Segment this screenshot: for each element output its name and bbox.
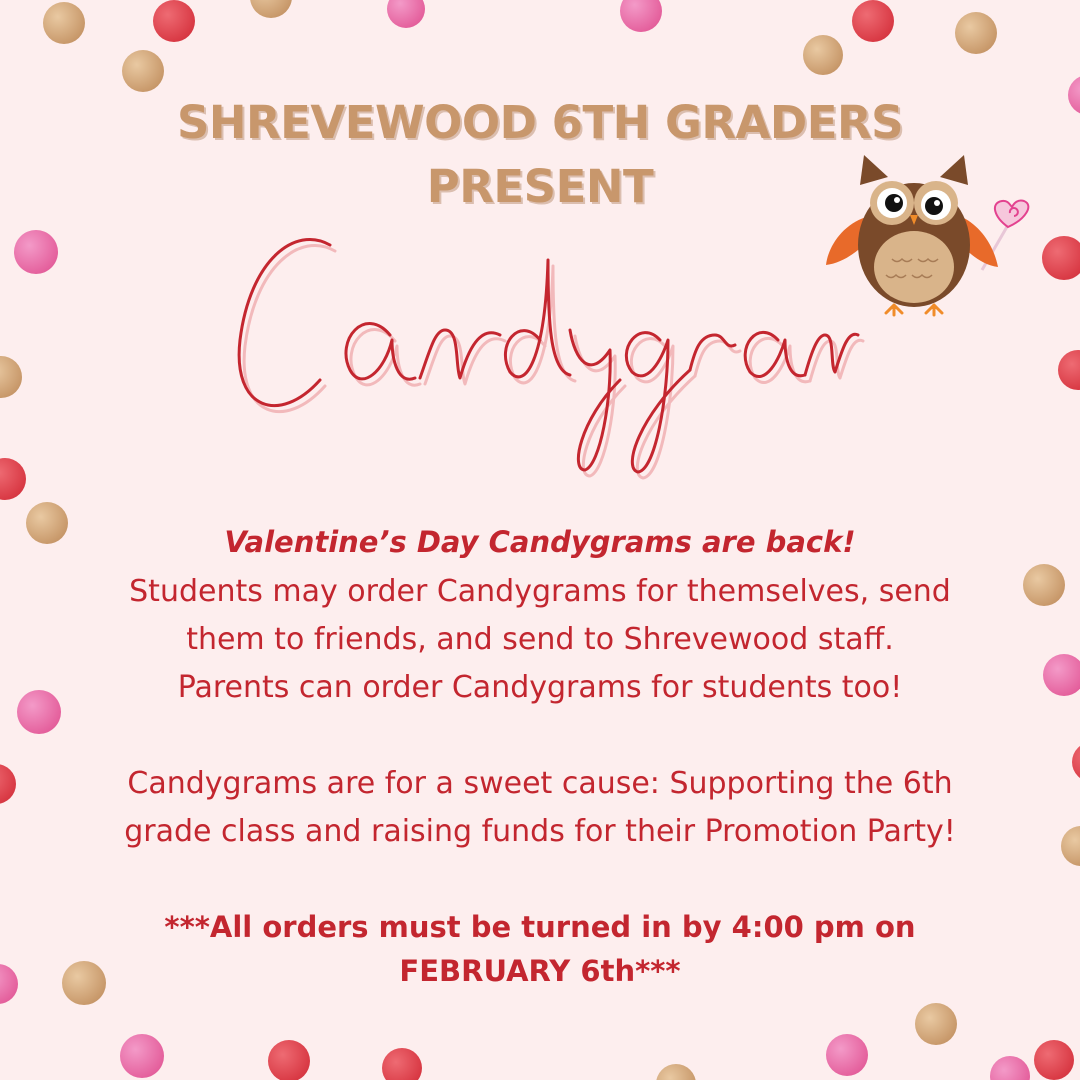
confetti-dot [955,12,997,54]
confetti-dot [1043,654,1080,696]
paragraph-1-line: Parents can order Candygrams for students too! [177,670,903,705]
deadline-notice [40,905,1040,993]
confetti-dot [915,1003,957,1045]
deadline-line: ***All orders must be turned in by 4:00 pm on [164,910,916,944]
confetti-dot [826,1034,868,1076]
paragraph-1 [40,568,1040,712]
confetti-dot [1072,742,1080,782]
confetti-dot [382,1048,422,1080]
header-line-2: PRESENT [426,160,654,213]
confetti-dot [0,764,16,804]
confetti-dot [387,0,425,28]
deadline-line: FEBRUARY 6th*** [399,954,681,988]
confetti-dot [852,0,894,42]
paragraph-2 [40,760,1040,856]
paragraph-2-line: Candygrams are for a sweet cause: Supporting the 6th [127,766,953,801]
confetti-dot [120,1034,164,1078]
confetti-dot [803,35,843,75]
confetti-dot [1061,826,1080,866]
confetti-dot [0,964,18,1004]
confetti-dot [122,50,164,92]
confetti-dot [656,1064,696,1080]
confetti-dot [1034,1040,1074,1080]
paragraph-2-line: grade class and raising funds for their Promotion Party! [124,814,956,849]
confetti-dot [620,0,662,32]
confetti-dot [250,0,292,18]
confetti-dot [990,1056,1030,1080]
confetti-dot [153,0,195,42]
confetti-dot [43,2,85,44]
owl-mascot-icon [822,155,1042,325]
confetti-dot [268,1040,310,1080]
header-line-1: SHREVEWOOD 6TH GRADERS [176,96,904,149]
intro-heading: Valentine’s Day Candygrams are back! [224,525,856,559]
paragraph-1-line: them to friends, and send to Shrevewood staff. [186,622,894,657]
paragraph-1-line: Students may order Candygrams for themselves, send [129,574,951,609]
